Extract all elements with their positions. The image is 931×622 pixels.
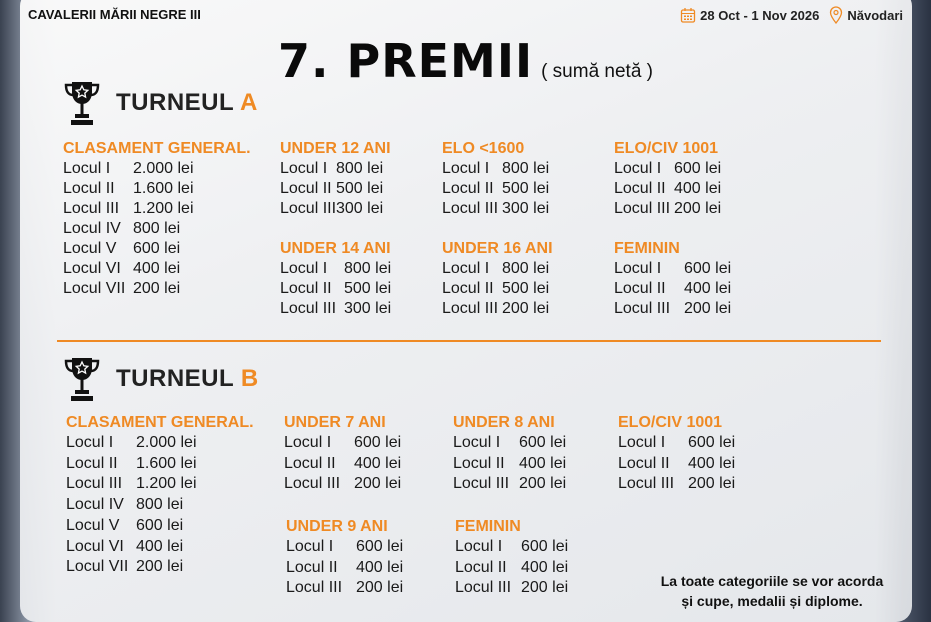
prize-row [284, 454, 401, 475]
prize-row [63, 279, 251, 299]
prize-amount: 400 lei [356, 558, 404, 576]
place-label: Locul VII [63, 280, 126, 297]
place-label: Locul II [66, 454, 118, 472]
tournament-letter: A [240, 89, 258, 116]
prize-amount: 600 lei [519, 434, 567, 451]
prize-row [284, 433, 401, 454]
page-title-sub: ( sumă netă ) [541, 61, 653, 82]
prize-category [280, 239, 391, 319]
prize-amount: 800 lei [502, 260, 550, 277]
place-label: Locul III [618, 475, 675, 493]
place-label: Locul III [455, 579, 512, 597]
prize-row [280, 259, 391, 279]
prize-amount: 500 lei [344, 280, 392, 297]
prize-amount: 200 lei [674, 200, 722, 217]
tournament-header [64, 80, 258, 126]
prize-amount: 600 lei [356, 538, 404, 555]
event-dates: 28 Oct - 1 Nov 2026 [700, 7, 820, 23]
prize-row [66, 495, 254, 516]
prize-category [455, 517, 568, 599]
event-location: Năvodari [847, 7, 903, 23]
page-title-main: 7. PREMII [278, 34, 534, 88]
prize-row [618, 433, 735, 454]
category-title: UNDER 9 ANI [286, 518, 388, 535]
prize-row [442, 159, 549, 179]
place-label: Locul III [66, 475, 123, 493]
prize-row [66, 537, 254, 558]
place-label: Locul II [286, 558, 338, 576]
place-label: Locul III [280, 200, 337, 217]
awards-note-line-1: La toate categoriile se vor acorda [660, 573, 884, 589]
prize-row [455, 537, 568, 558]
tournament-name: TURNEUL [116, 89, 234, 116]
place-label: Locul I [614, 160, 662, 177]
tournament-title [116, 89, 258, 117]
prize-amount: 1.600 lei [136, 454, 197, 472]
prize-amount: 600 lei [133, 240, 181, 257]
prize-category [614, 139, 721, 219]
prize-category [63, 139, 251, 299]
prize-row [280, 179, 391, 199]
prize-row [66, 474, 254, 495]
prize-amount: 1.600 lei [133, 180, 194, 197]
prize-amount: 400 lei [136, 537, 184, 555]
place-label: Locul VII [66, 558, 129, 576]
prize-amount: 500 lei [502, 280, 550, 297]
prize-row [453, 454, 566, 475]
category-title: UNDER 8 ANI [453, 414, 555, 431]
prize-amount: 300 lei [336, 200, 384, 217]
place-label: Locul I [63, 160, 111, 177]
prize-amount: 400 lei [688, 454, 736, 472]
place-label: Locul III [442, 200, 499, 217]
tournament-title [116, 365, 259, 393]
prize-amount: 600 lei [674, 160, 722, 177]
category-title: FEMININ [455, 518, 521, 535]
place-label: Locul I [453, 434, 501, 451]
prize-amount: 400 lei [133, 260, 181, 277]
prize-amount: 200 lei [356, 579, 404, 597]
place-label: Locul III [284, 475, 341, 493]
prize-category [280, 139, 391, 219]
category-title: UNDER 14 ANI [280, 240, 391, 257]
prize-category [284, 413, 401, 495]
prize-row [442, 199, 549, 219]
place-label: Locul III [286, 579, 343, 597]
prize-row [618, 474, 735, 495]
prize-amount: 600 lei [684, 260, 732, 277]
prize-row [63, 159, 251, 179]
prize-amount: 300 lei [344, 300, 392, 317]
prize-amount: 200 lei [136, 558, 184, 576]
prize-row [614, 299, 731, 319]
prize-amount: 300 lei [502, 200, 550, 217]
prize-row [66, 454, 254, 475]
prize-row [614, 279, 731, 299]
prize-amount: 800 lei [336, 160, 384, 177]
place-label: Locul VI [63, 260, 121, 277]
prize-row [453, 433, 566, 454]
prize-amount: 500 lei [502, 180, 550, 197]
prize-row [442, 299, 553, 319]
prize-row [63, 259, 251, 279]
trophy-icon [64, 80, 100, 126]
prize-row [618, 454, 735, 475]
category-title: UNDER 12 ANI [280, 140, 391, 157]
prize-amount: 400 lei [519, 454, 567, 472]
calendar-icon [680, 7, 696, 23]
place-label: Locul III [63, 200, 120, 217]
prize-category [618, 413, 735, 495]
place-label: Locul II [614, 280, 666, 297]
place-label: Locul III [453, 475, 510, 493]
prize-amount: 600 lei [521, 538, 569, 555]
place-label: Locul III [280, 300, 337, 317]
prize-row [453, 474, 566, 495]
place-label: Locul V [66, 516, 120, 534]
prize-amount: 1.200 lei [133, 200, 194, 217]
prize-amount: 800 lei [502, 160, 550, 177]
prize-amount: 500 lei [336, 180, 384, 197]
place-label: Locul I [618, 434, 666, 451]
prize-amount: 200 lei [684, 300, 732, 317]
place-label: Locul II [63, 180, 115, 197]
prize-category [66, 413, 254, 578]
prize-row [286, 537, 403, 558]
prize-amount: 800 lei [136, 496, 184, 514]
place-label: Locul I [614, 260, 662, 277]
place-label: Locul I [442, 260, 490, 277]
prize-amount: 400 lei [354, 454, 402, 472]
prize-row [66, 557, 254, 578]
prize-amount: 2.000 lei [136, 434, 197, 451]
prize-row [63, 179, 251, 199]
prize-row [63, 199, 251, 219]
prize-row [63, 219, 251, 239]
place-label: Locul I [284, 434, 332, 451]
place-label: Locul I [280, 260, 328, 277]
prize-amount: 200 lei [133, 280, 181, 297]
prize-row [614, 179, 721, 199]
category-title: UNDER 16 ANI [442, 240, 553, 257]
prize-row [614, 159, 721, 179]
prize-row [455, 558, 568, 579]
prize-row [455, 578, 568, 599]
place-label: Locul IV [66, 496, 124, 514]
location-pin-icon [829, 6, 843, 24]
place-label: Locul II [614, 180, 666, 197]
place-label: Locul I [280, 160, 328, 177]
prize-row [280, 279, 391, 299]
prize-amount: 800 lei [133, 220, 181, 237]
prize-row [614, 259, 731, 279]
prize-category [286, 517, 403, 599]
category-title: ELO <1600 [442, 140, 525, 157]
prize-amount: 200 lei [688, 475, 736, 493]
place-label: Locul II [442, 180, 494, 197]
prize-row [286, 578, 403, 599]
category-title: UNDER 7 ANI [284, 414, 386, 431]
prize-row [63, 239, 251, 259]
category-title: CLASAMENT GENERAL. [63, 140, 251, 157]
prize-row [442, 179, 549, 199]
place-label: Locul II [284, 454, 336, 472]
prize-row [284, 474, 401, 495]
place-label: Locul II [442, 280, 494, 297]
prize-amount: 400 lei [684, 280, 732, 297]
place-label: Locul V [63, 240, 117, 257]
prize-row [280, 199, 391, 219]
place-label: Locul II [455, 558, 507, 576]
prize-category [442, 239, 553, 319]
prize-amount: 1.200 lei [136, 475, 197, 493]
place-label: Locul IV [63, 220, 121, 237]
prize-row [280, 159, 391, 179]
prize-amount: 200 lei [521, 579, 569, 597]
category-title: ELO/CIV 1001 [618, 414, 723, 431]
prize-row [66, 433, 254, 454]
category-title: ELO/CIV 1001 [614, 140, 719, 157]
place-label: Locul II [618, 454, 670, 472]
event-name: CAVALERII MĂRII NEGRE III [28, 7, 201, 22]
prize-amount: 400 lei [674, 180, 722, 197]
place-label: Locul I [66, 434, 114, 451]
prize-amount: 600 lei [354, 434, 402, 451]
place-label: Locul II [453, 454, 505, 472]
awards-note-line-2: și cupe, medalii și diplome. [681, 593, 863, 609]
prize-amount: 2.000 lei [133, 160, 194, 177]
place-label: Locul III [614, 300, 671, 317]
place-label: Locul I [286, 538, 334, 555]
prize-amount: 200 lei [519, 475, 567, 493]
prize-amount: 600 lei [136, 516, 184, 534]
place-label: Locul VI [66, 537, 124, 555]
prize-row [614, 199, 721, 219]
trophy-icon [64, 356, 100, 402]
prize-row [286, 558, 403, 579]
tournament-name: TURNEUL [116, 365, 234, 392]
event-meta [680, 6, 903, 24]
prize-category [614, 239, 731, 319]
prize-amount: 600 lei [688, 434, 736, 451]
prize-category [442, 139, 549, 219]
place-label: Locul III [442, 300, 499, 317]
prize-row [442, 279, 553, 299]
prize-category [453, 413, 566, 495]
place-label: Locul II [280, 280, 332, 297]
tournament-letter: B [240, 365, 259, 392]
prize-amount: 200 lei [502, 300, 550, 317]
prize-row [66, 516, 254, 537]
prize-row [280, 299, 391, 319]
awards-note [640, 571, 904, 611]
prize-amount: 400 lei [521, 558, 569, 576]
tournament-header [64, 356, 259, 402]
category-title: FEMININ [614, 240, 680, 257]
place-label: Locul I [442, 160, 490, 177]
place-label: Locul I [455, 538, 503, 555]
prize-amount: 800 lei [344, 260, 392, 277]
section-divider [57, 340, 881, 342]
place-label: Locul II [280, 180, 332, 197]
place-label: Locul III [614, 200, 671, 217]
prize-row [442, 259, 553, 279]
category-title: CLASAMENT GENERAL. [66, 414, 254, 431]
prize-amount: 200 lei [354, 475, 402, 493]
